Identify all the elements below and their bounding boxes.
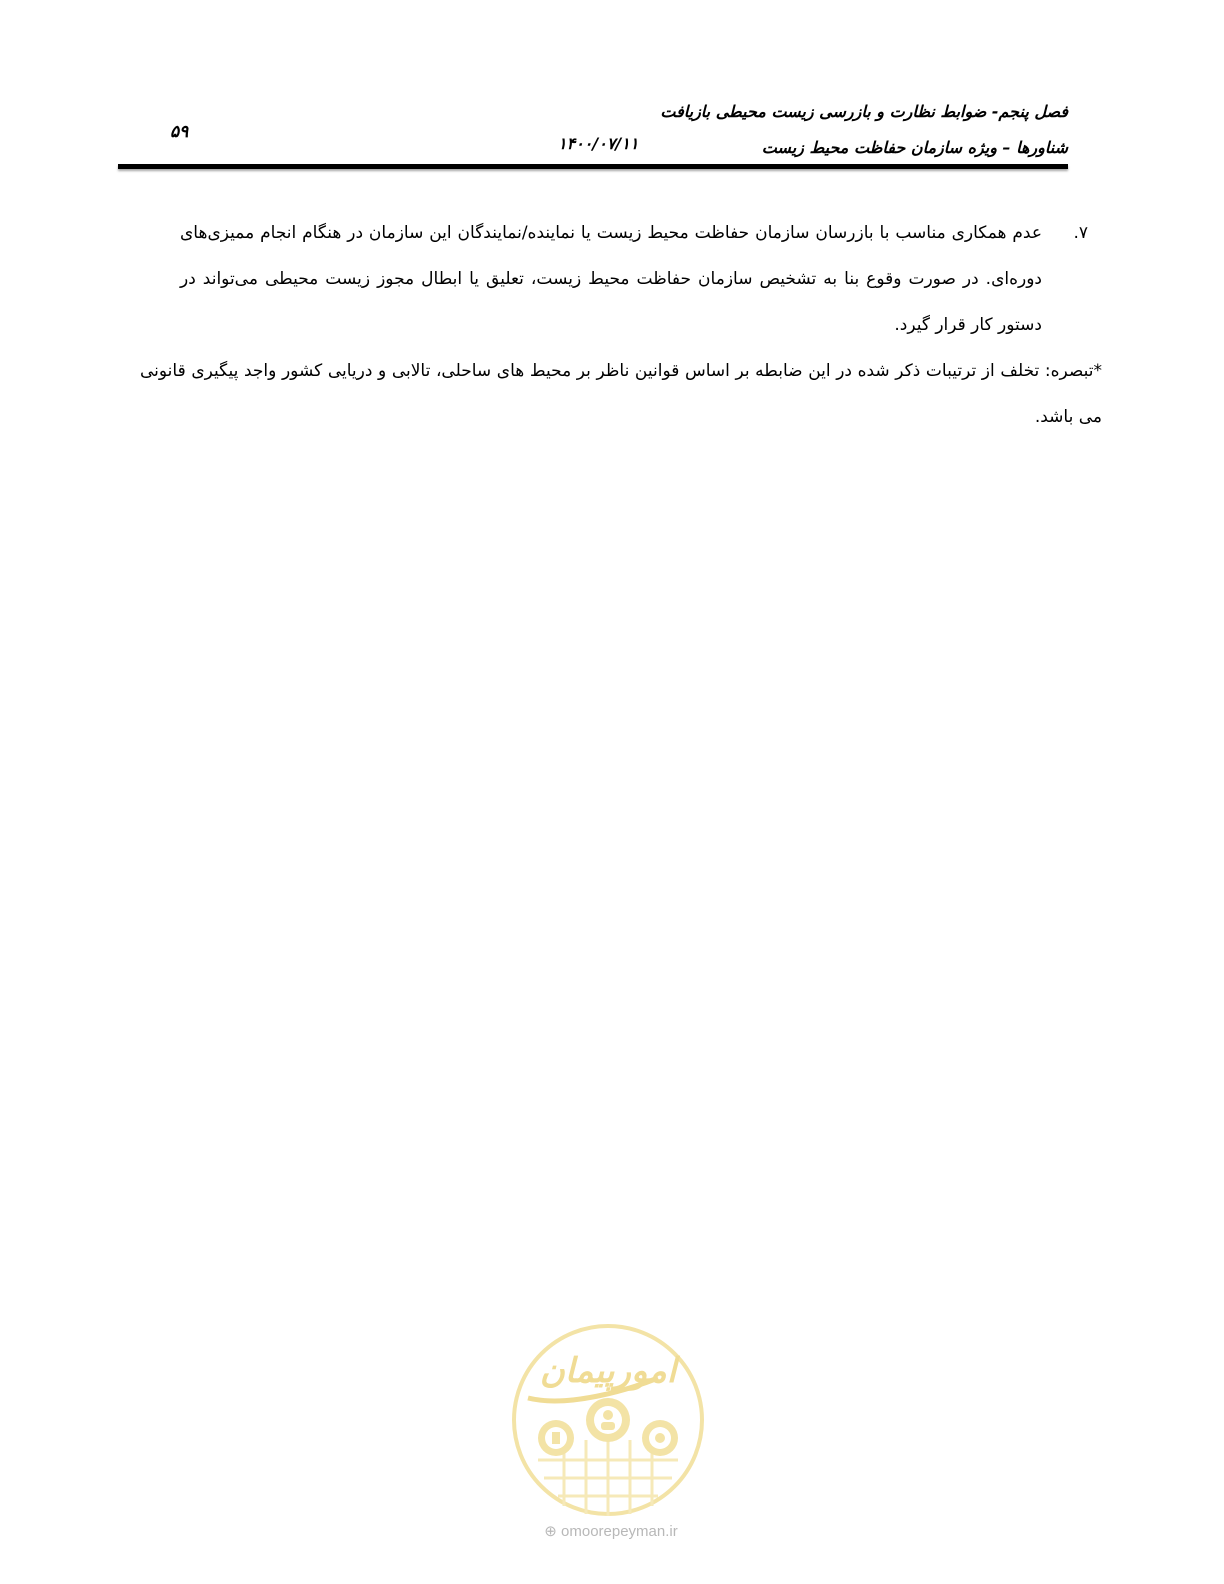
header-divider — [118, 164, 1068, 169]
watermark-url-text: omoorepeyman.ir — [561, 1523, 678, 1540]
globe-icon: ⊕ — [544, 1523, 557, 1540]
page-body — [140, 210, 1102, 440]
watermark-url — [516, 1522, 706, 1540]
chapter-title: فصل پنجم- ضوابط نظارت و بازرسی زیست محیطی بازیافت — [660, 102, 1068, 121]
page-number: ۵۹ — [170, 122, 189, 142]
header-subtitle: شناورها – ویژه سازمان حفاظت محیط زیست — [761, 138, 1068, 157]
note-paragraph: *تبصره: تخلف از ترتیبات ذکر شده در این ضابطه بر اساس قوانین ناظر بر محیط های ساحلی، تالابی و دریایی کشور واجد پیگیری قانونی می باشد. — [140, 361, 1102, 427]
list-item-7 — [140, 210, 1102, 348]
page-header — [118, 98, 1068, 174]
header-date: ۱۴۰۰/۰۷/۱۱ — [558, 134, 639, 153]
omoorepeyman-logo-watermark — [508, 1320, 708, 1520]
logo-script-text: امورپیمان — [539, 1351, 677, 1391]
list-item-number: ۷. — [1073, 223, 1088, 243]
list-item-text: عدم همکاری مناسب با بازرسان سازمان حفاظت محیط زیست یا نماینده/نمایندگان این سازمان در هنگام انجام ممیزی‌های دوره‌ای. در صورت وقوع بنا به تشخیص سازمان حفاظت محیط زیست، تعلیق یا ابطال مجوز زیست محیطی می‌تواند در دستور کار قرار گیرد. — [180, 223, 1042, 335]
